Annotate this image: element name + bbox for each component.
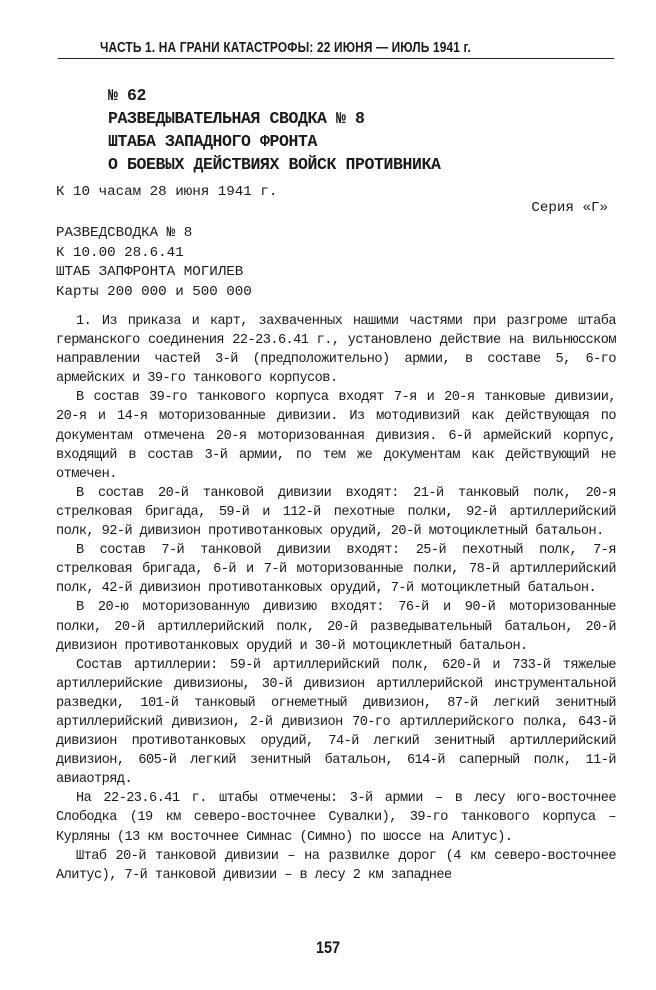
report-header	[56, 224, 252, 302]
header-rule	[58, 58, 614, 59]
paragraph-text: В состав 39-го танкового корпуса входят 7-я и 20-я танковые дивизии, 20-я и 14-я моторизованные дивизии. Из мотодивизий как действующая по документам отмечена 20-я моторизованная дивизия. 6-й армейский корпус, входящий в состав 3-й армии, по тем же документам как действующий не отмечен.	[56, 390, 616, 482]
paragraph-text: Состав артиллерии: 59-й артиллерийский полк, 620-й и 733-й тяжелые артиллерийские дивизионы, 30-й дивизион артиллерийской инструментальной разведки, 101-й танковый огнеметный дивизион, 87-й легкий зенитный артиллерийский дивизион, 2-й дивизион 70-го артиллерийского полка, 643-й дивизион противотанковых орудий, 74-й легкий зенитный артиллерийский дивизион, 605-й легкий зенитный батальон, 614-й саперный полк, 11-й авиаотряд.	[56, 657, 616, 788]
report-header-line: РАЗВЕДСВОДКА № 8	[56, 225, 193, 241]
document-title	[108, 84, 568, 176]
paragraph	[56, 656, 616, 790]
paragraph-text: В состав 7-й танковой дивизии входят: 25-й пехотный полк, 7-я стрелковая бригада, 6-й и 7-й моторизованные полки, 78-й артиллерийский полк, 42-й дивизион противотанковых орудий, 7-й мотоциклетный батальон.	[56, 543, 616, 597]
report-header-line: К 10.00 28.6.41	[56, 244, 184, 261]
paragraph-text: В состав 20-й танковой дивизии входят: 21-й танковый полк, 20-я стрелковая бригада, 59-й и 112-й пехотные полки, 92-й артиллерийский полк, 92-й дивизион противотанковых орудий, 20-й мотоциклетный батальон.	[56, 485, 616, 540]
document-number: № 62	[108, 86, 147, 105]
paragraph-text: В 20-ю моторизованную дивизию входят: 76-й и 90-й моторизованные полки, 20-й артиллерийский полк, 20-й разведывательный батальон, 20-й дивизион противотанковых орудий и 30-й мотоциклетный батальон.	[56, 600, 616, 654]
report-header-line: ШТАБ ЗАПФРОНТА МОГИЛЕВ	[56, 264, 244, 280]
paragraph	[56, 312, 616, 388]
title-line: О БОЕВЫХ ДЕЙСТВИЯХ ВОЙСК ПРОТИВНИКА	[108, 155, 441, 174]
paragraph-text: 1. Из приказа и карт, захваченных нашими частями при разгроме штаба германского соединения 22-23.6.41 г., установлено действие на вильнюсском направлении частей 3-й (предположительно) армии, в составе 5, 6-го армейских и 39-го танкового корпусов.	[56, 314, 616, 387]
paragraph-text: Штаб 20-й танковой дивизии – на развилке дорог (4 км северо-восточнее Алитус), 7-й танковой дивизии – в лесу 2 км западнее	[56, 848, 616, 883]
paragraph	[56, 388, 616, 483]
paragraph	[56, 598, 616, 655]
series-label: Серия «Г»	[531, 200, 608, 216]
report-header-line: Карты 200 000 и 500 000	[56, 283, 252, 300]
paragraph	[56, 847, 616, 885]
report-body	[56, 312, 616, 885]
paragraph	[56, 541, 616, 598]
paragraph	[56, 789, 616, 846]
page-number: 157	[315, 938, 341, 957]
paragraph	[56, 484, 616, 541]
running-head: ЧАСТЬ 1. НА ГРАНИ КАТАСТРОФЫ: 22 ИЮНЯ — ИЮЛЬ 1941 г.	[100, 40, 471, 56]
title-line: РАЗВЕДЫВАТЕЛЬНАЯ СВОДКА № 8	[108, 109, 365, 128]
title-line: ШТАБА ЗАПАДНОГО ФРОНТА	[108, 132, 318, 151]
paragraph-text: На 22-23.6.41 г. штабы отмечены: 3-й армии – в лесу юго-восточнее Слободка (19 км северо-восточнее Сувалки), 39-го танкового корпуса – Курляны (13 км восточнее Симнас (Симно) по шоссе на Алитус).	[56, 791, 616, 845]
date-line: К 10 часам 28 июня 1941 г.	[56, 184, 278, 200]
